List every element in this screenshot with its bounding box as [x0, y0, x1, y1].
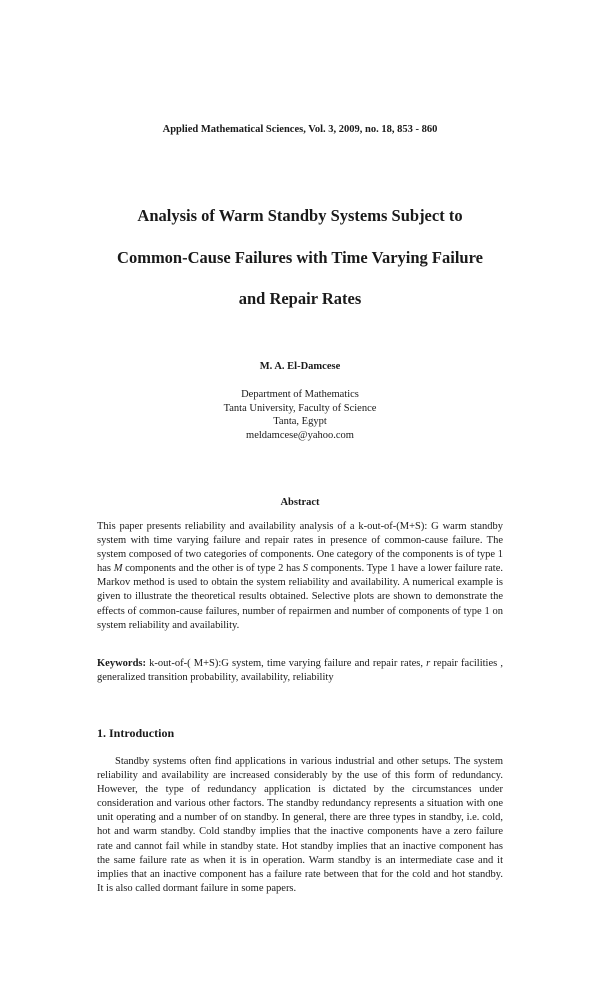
keywords — [97, 657, 503, 685]
abstract-heading: Abstract — [280, 497, 320, 508]
abstract-var-s: S — [302, 563, 309, 575]
keywords-text-part-2: repair facilities , generalized transition probability, availability, reliability — [97, 658, 503, 684]
keywords-label: Keywords: — [97, 658, 146, 669]
abstract-body — [97, 520, 503, 633]
section-heading-introduction: 1. Introduction — [97, 726, 175, 740]
author-name: M. A. El-Damcese — [259, 361, 341, 372]
affiliation-university: Tanta University, Faculty of Science — [223, 402, 377, 414]
affiliation-location: Tanta, Egypt — [273, 416, 327, 427]
keywords-text-part-1: k-out-of-( M+S):G system, time varying failure and repair rates, — [146, 658, 427, 669]
author-affiliation — [0, 388, 600, 442]
abstract-text-part-2: components and the other is of type 2 has — [122, 563, 303, 575]
abstract-text-part-3: components. Type 1 have a lower failure rate. Markov method is used to obtain the system reliability and availability. A numerical example is given to illustrate the theoretical results obtained. Selective plots are shown to demonstrate the effects of common-cause failures, number of repairmen and number of components of type 1 on system reliability and availability. — [97, 563, 503, 631]
introduction-paragraph: Standby systems often find applications in various industrial and other setups. The system reliability and availability are increased considerably by the use of this form of redundancy. However, the type of redundancy application is dictated by the circumstances under consideration and various other factors. The standby redundancy represents a situation with one unit operating and a number of on standby. In general, there are three types in standby, i.e. cold, hot and warm standby. Cold standby implies that the inactive components have a zero failure rate and cannot fail while in standby state. Hot standby implies that an inactive component has the same failure rate as when it is in operation. Warm standby is an intermediate case and it implies that an inactive component has a failure rate between that for the cold and hot standby. It is also called dormant failure in some papers. — [97, 756, 503, 894]
keywords-var-r: r — [426, 658, 431, 669]
author-email: meldamcese@yahoo.com — [246, 429, 354, 441]
affiliation-department: Department of Mathematics — [241, 389, 359, 400]
paper-title-line-1: Analysis of Warm Standby Systems Subject to — [137, 206, 463, 225]
abstract-text-part-1: This paper presents reliability and availability analysis of a k-out-of-(M+S): G warm standby system with time varying failure and repair rates in presence of common-cause failure. The system composed of two categories of components. One category of the components is of type 1 has — [97, 521, 503, 575]
paper-title-line-3: and Repair Rates — [238, 289, 362, 308]
paper-title-line-2: Common-Cause Failures with Time Varying Failure — [117, 248, 483, 267]
journal-citation: Applied Mathematical Sciences, Vol. 3, 2009, no. 18, 853 - 860 — [162, 124, 438, 135]
abstract-var-m: M — [113, 563, 123, 575]
